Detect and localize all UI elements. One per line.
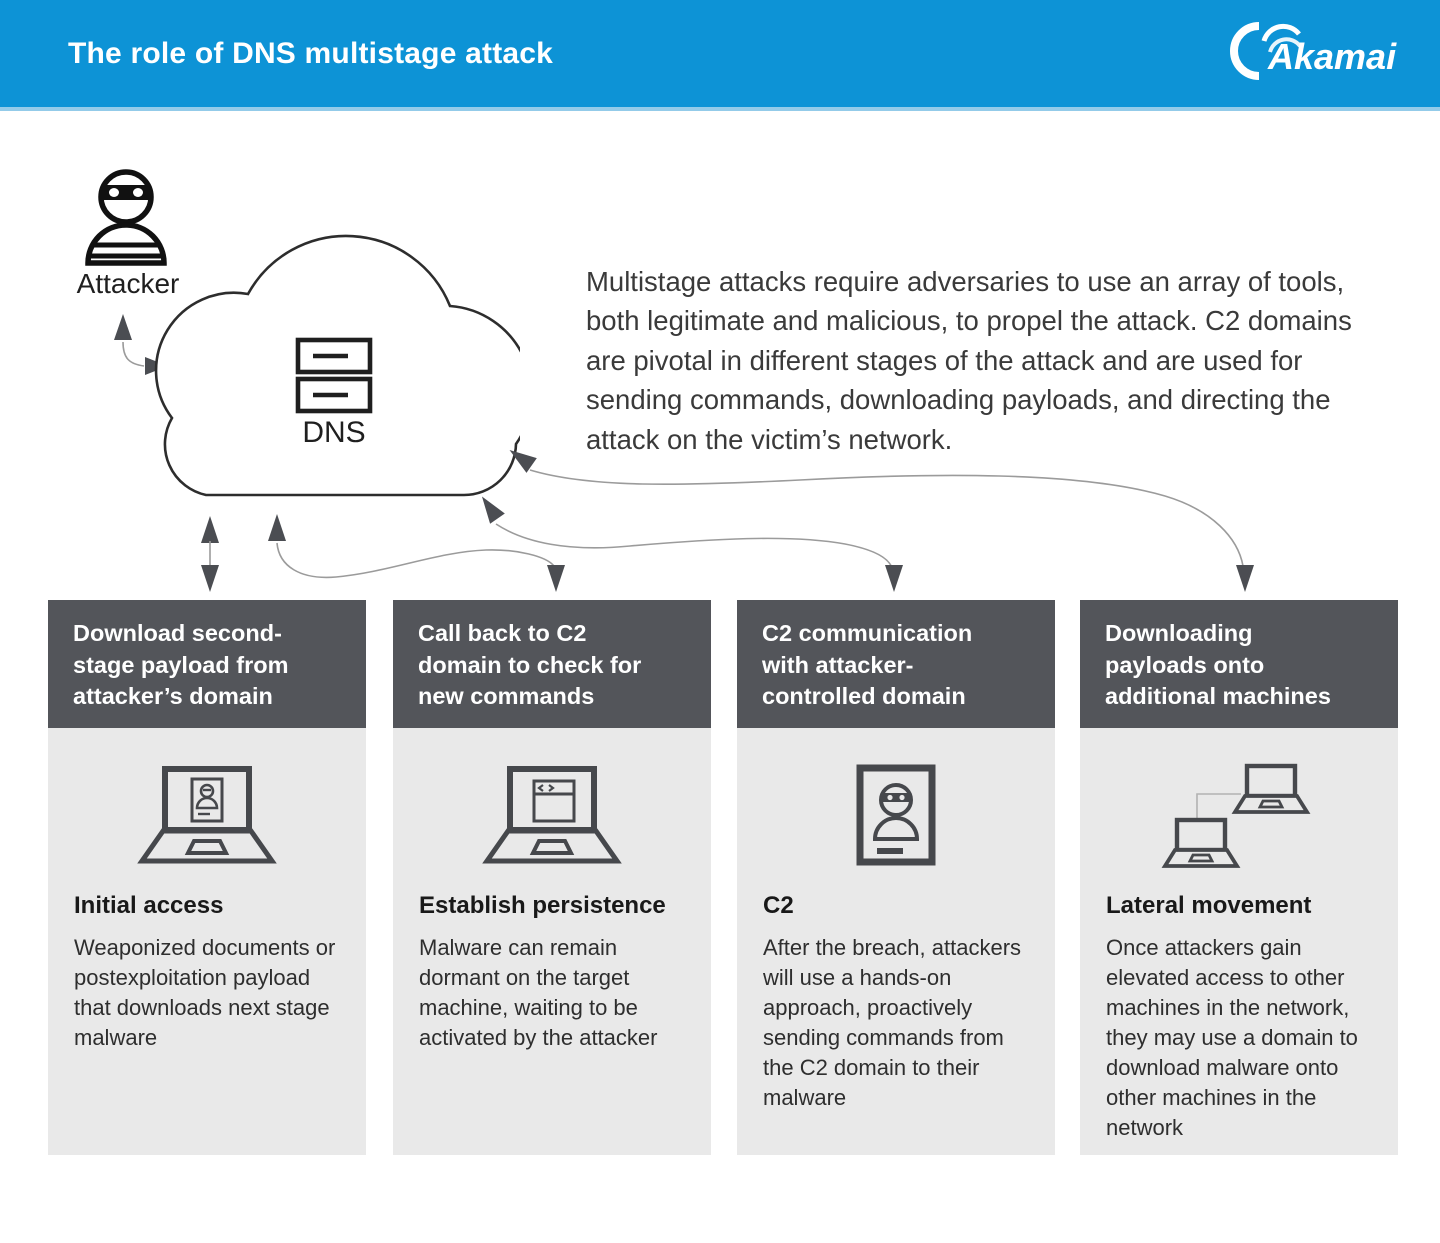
akamai-wordmark: Akamai <box>1268 36 1397 77</box>
dns-label: DNS <box>302 416 366 449</box>
arrow-column-4 <box>504 443 1254 592</box>
arrow-column-2 <box>268 514 565 592</box>
stage-column-establish-persistence <box>393 600 711 1155</box>
attacker-label: Attacker <box>76 268 180 299</box>
stage-description: Malware can remain dormant on the target machine, waiting to be activated by the attacker <box>419 935 658 1050</box>
stage-title: C2 <box>763 892 794 919</box>
laptop-top-right <box>1235 766 1307 812</box>
stage-column-c2 <box>737 600 1055 1155</box>
stage-description: Weaponized documents or postexploitation payload that downloads next stage malware <box>74 935 336 1050</box>
arrow-column-1 <box>201 516 219 592</box>
arrow-column-3 <box>475 491 903 592</box>
stage-header: Download second-stage payload from attacker’s domain <box>48 600 366 728</box>
stage-title: Initial access <box>74 892 224 919</box>
stage-description: Once attackers gain elevated access to other machines in the network, they may use a domain to download malware onto other machines in the network <box>1106 935 1358 1140</box>
page-title: The role of DNS multistage attack <box>68 36 554 70</box>
stage-header: Call back to C2 domain to check for new commands <box>393 600 711 728</box>
stage-column-lateral-movement <box>1080 600 1398 1155</box>
header-bar <box>0 0 1440 111</box>
networked-laptops-icon <box>1157 758 1321 872</box>
stage-column-initial-access <box>48 600 366 1155</box>
stage-title: Establish persistence <box>419 892 666 919</box>
flow-arrows <box>0 440 1440 608</box>
attacker-badge-icon <box>855 764 937 866</box>
intro-paragraph: Multistage attacks require adversaries to use an array of tools, both legitimate and malicious, to propel the attack. C2 domains are pivotal in different stages of the attack and are used for sending commands, downloading payloads, and directing the attack on the victim’s network. <box>586 265 1352 455</box>
laptop-document-person-icon <box>132 763 282 868</box>
laptop-code-window-icon <box>477 763 627 868</box>
stage-header: C2 communication with attacker-controlled domain <box>737 600 1055 728</box>
stage-title: Lateral movement <box>1106 892 1312 919</box>
laptop-bottom-left <box>1165 820 1237 866</box>
stage-header: Downloading payloads onto additional machines <box>1080 600 1398 728</box>
stage-description: After the breach, attackers will use a hands-on approach, proactively sending commands from the C2 domain to their malware <box>763 935 1022 1110</box>
akamai-logo <box>1226 20 1398 87</box>
